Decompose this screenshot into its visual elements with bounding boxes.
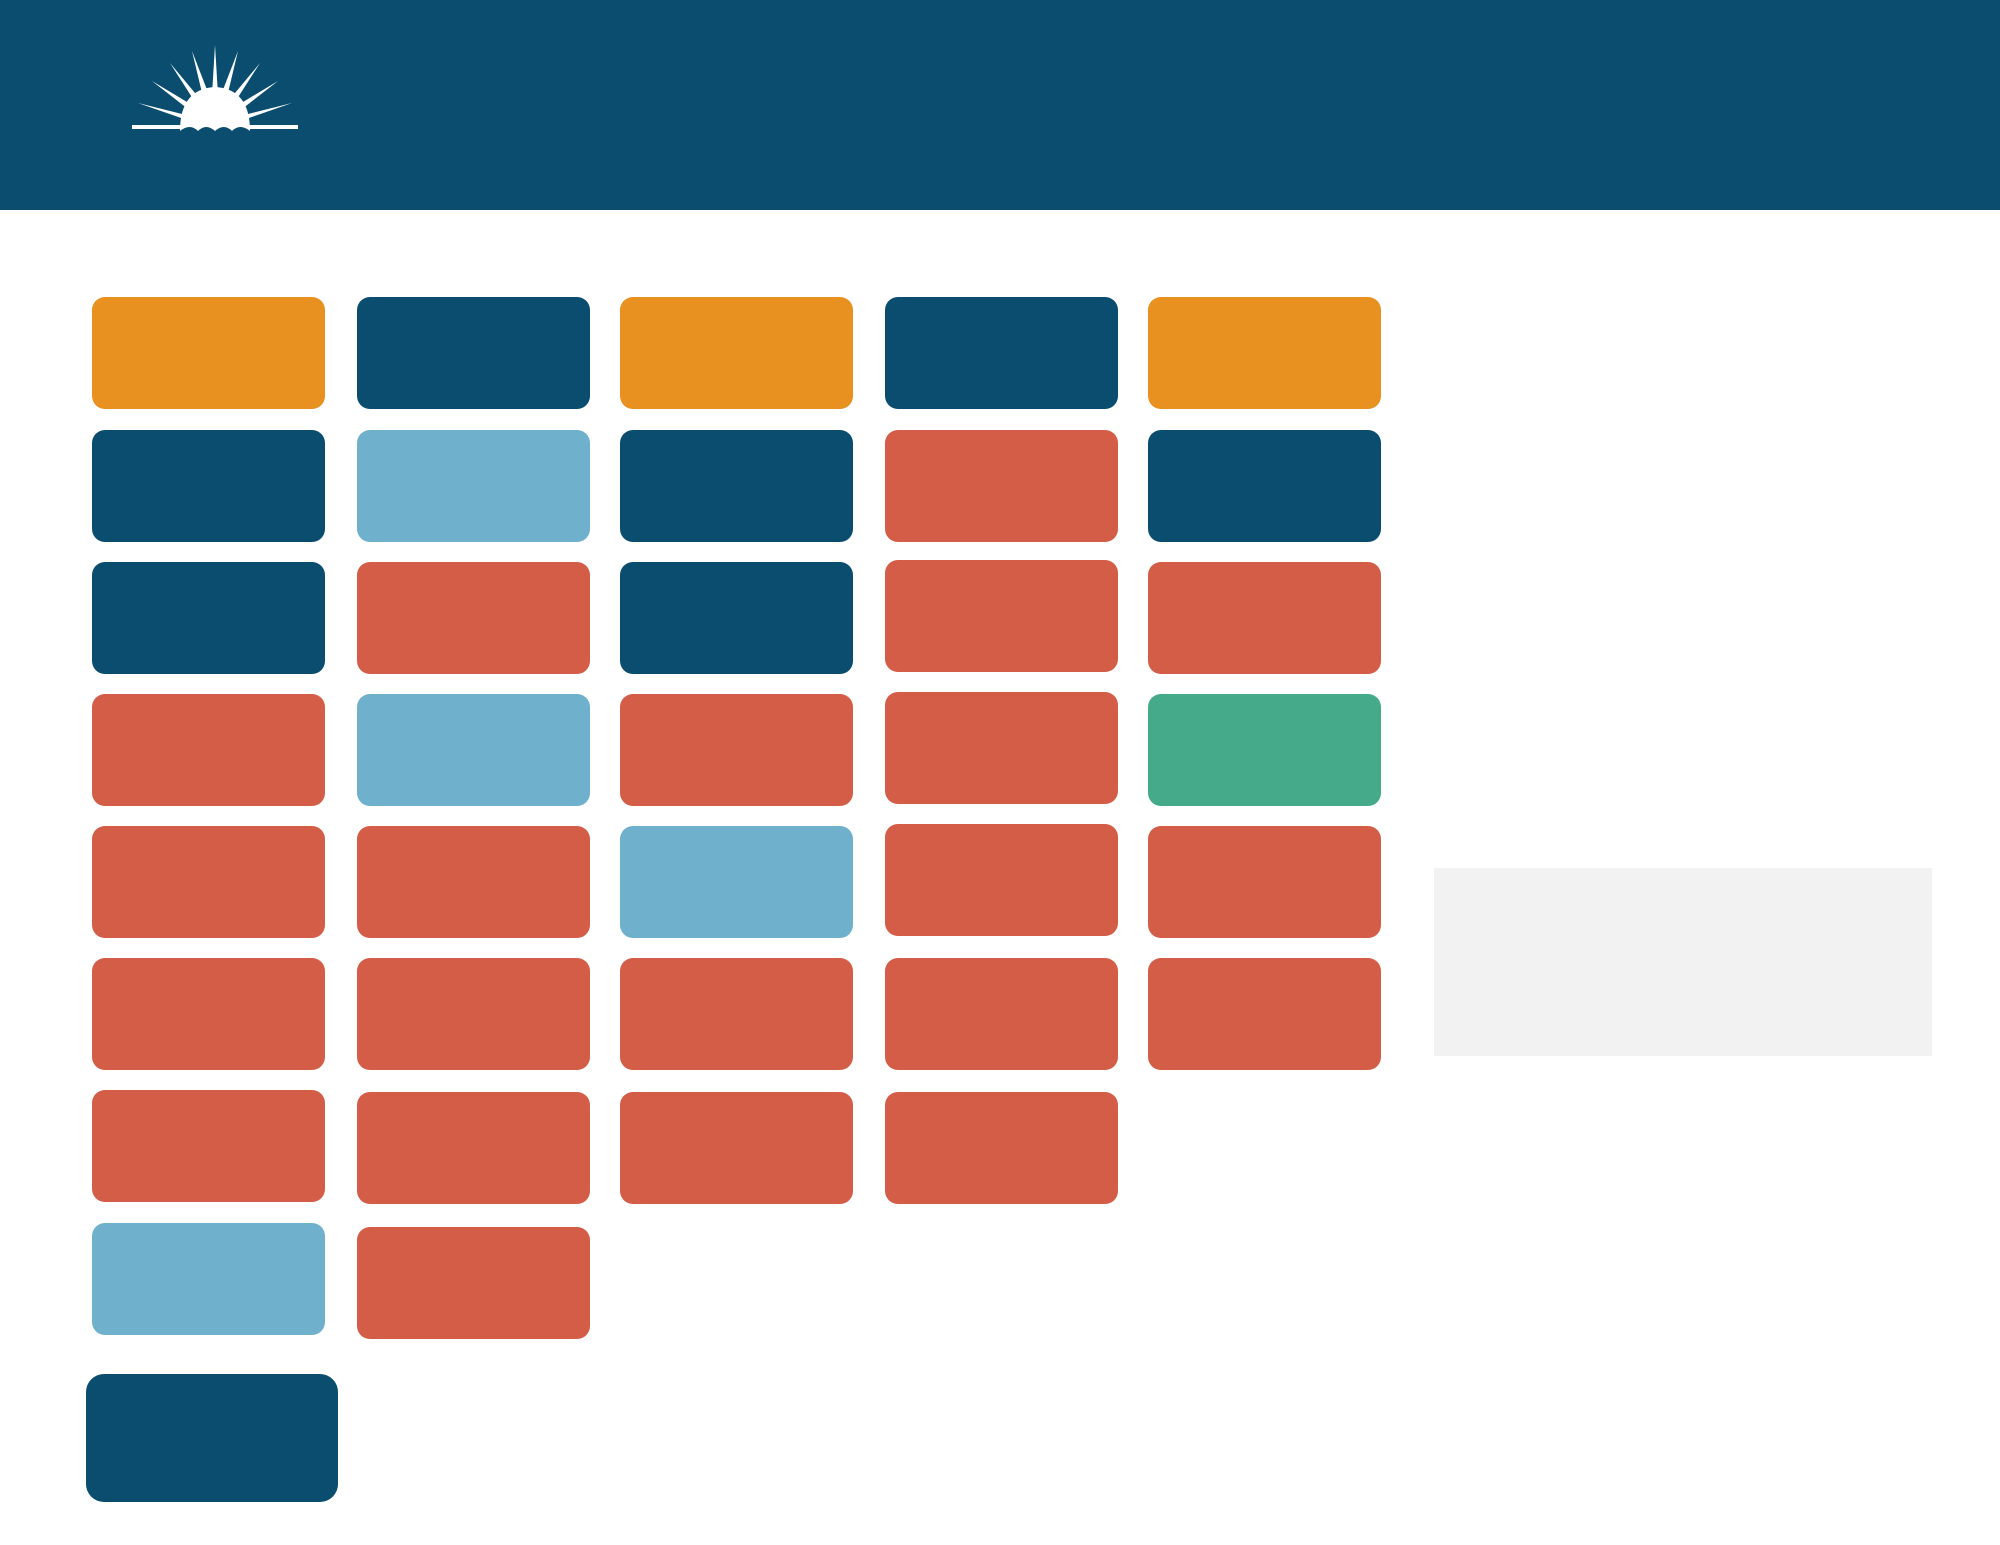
sunburst-icon bbox=[130, 45, 300, 141]
header-banner bbox=[0, 0, 2000, 210]
class-card-tuesday-pilates bbox=[357, 1092, 590, 1204]
class-card-monday-barre bbox=[92, 1223, 325, 1335]
class-card-monday-aqua-fitness bbox=[92, 562, 325, 674]
class-card-monday-core-express bbox=[92, 958, 325, 1070]
class-card-monday-low-impact bbox=[92, 826, 325, 938]
spokane-club-logo bbox=[85, 45, 345, 185]
class-card-friday-yoga bbox=[1148, 958, 1381, 1070]
new-class-highlight-frame bbox=[86, 1374, 338, 1502]
class-card-monday-barre bbox=[92, 694, 325, 806]
class-card-thursday-yoga bbox=[885, 958, 1118, 1070]
class-card-monday-cycle bbox=[92, 297, 325, 409]
class-card-wednesday-yoga bbox=[620, 1092, 853, 1204]
class-card-friday-gentle-yoga bbox=[1148, 562, 1381, 674]
class-card-wednesday-core-express bbox=[620, 958, 853, 1070]
class-card-friday-aqua-fitness bbox=[1148, 430, 1381, 542]
class-card-thursday-hatha-vinyasa bbox=[885, 1092, 1118, 1204]
class-card-thursday-mat-pilates bbox=[885, 560, 1118, 672]
schedule-notes bbox=[1428, 1110, 1439, 1407]
class-card-thursday-pump-fusion bbox=[885, 430, 1118, 542]
class-card-tuesday-masters-swim bbox=[357, 297, 590, 409]
class-card-tuesday-pump-fusion bbox=[357, 562, 590, 674]
class-card-thursday-masters-swim bbox=[885, 297, 1118, 409]
location-key bbox=[1434, 868, 1932, 1056]
class-card-wednesday-cycle bbox=[620, 297, 853, 409]
class-card-tuesday-trx bbox=[357, 694, 590, 806]
class-card-wednesday-aqua-deep-hiit bbox=[620, 430, 853, 542]
class-card-wednesday-aqua-fitness bbox=[620, 562, 853, 674]
class-card-wednesday-yoga bbox=[620, 694, 853, 806]
class-card-thursday-pump-fusion bbox=[885, 692, 1118, 804]
class-card-tuesday-pump-fusion bbox=[357, 958, 590, 1070]
class-card-wednesday-trx-bootcamp bbox=[620, 826, 853, 938]
class-card-thursday-barre bbox=[885, 824, 1118, 936]
class-card-friday-zumba bbox=[1148, 694, 1381, 806]
class-card-friday-core-express bbox=[1148, 826, 1381, 938]
class-card-tuesday-barre-sculpt bbox=[357, 826, 590, 938]
class-card-monday-aqua-deep-hiit bbox=[92, 430, 325, 542]
class-card-tuesday-piyo bbox=[357, 1227, 590, 1339]
class-card-tuesday-gentle-yoga bbox=[357, 430, 590, 542]
class-card-monday-yoga bbox=[92, 1090, 325, 1202]
class-card-friday-cycle bbox=[1148, 297, 1381, 409]
